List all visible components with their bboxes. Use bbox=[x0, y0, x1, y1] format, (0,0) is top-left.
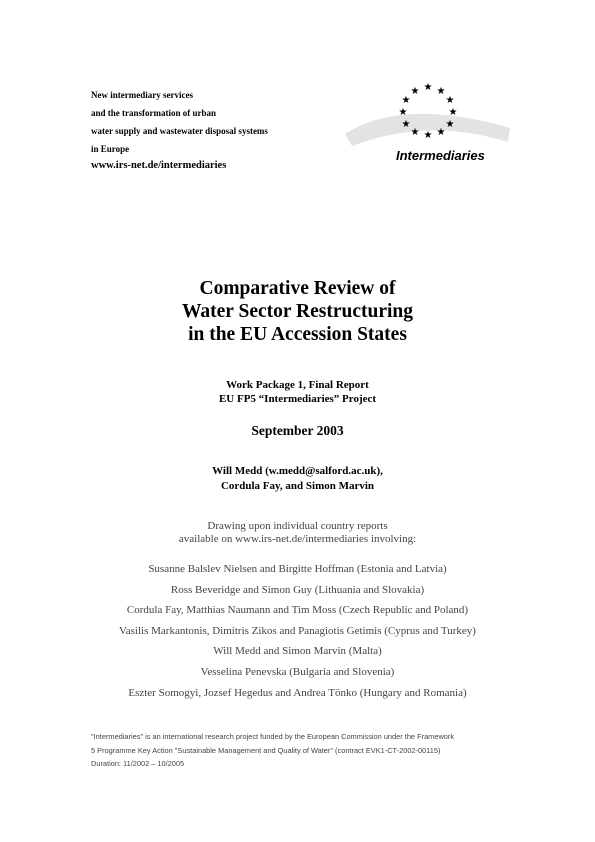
country-report-item: Will Medd and Simon Marvin (Malta) bbox=[213, 645, 382, 658]
star-icon: ★ bbox=[401, 119, 411, 130]
star-icon: ★ bbox=[445, 119, 455, 130]
authors bbox=[0, 464, 595, 494]
sources-intro-line: Drawing upon individual country reports bbox=[207, 520, 388, 532]
country-report-item: Eszter Somogyi, Jozsef Hegedus and Andrea Tönko (Hungary and Romania) bbox=[128, 686, 467, 699]
author-line: Cordula Fay, and Simon Marvin bbox=[220, 480, 375, 492]
star-icon: ★ bbox=[436, 86, 446, 97]
country-report-item: Ross Beveridge and Simon Guy (Lithuania and Slovakia) bbox=[170, 583, 425, 596]
title-line: in the EU Accession States bbox=[188, 324, 407, 345]
author-line: Will Medd (w.medd@salford.ac.uk), bbox=[212, 465, 383, 477]
logo-text: Intermediaries bbox=[396, 148, 485, 163]
star-ring-icon bbox=[399, 82, 458, 141]
header-line: New intermediary services bbox=[91, 90, 193, 100]
country-reports-list bbox=[0, 559, 595, 703]
star-icon: ★ bbox=[445, 95, 455, 106]
star-icon: ★ bbox=[398, 107, 408, 118]
title-line: Water Sector Restructuring bbox=[181, 301, 414, 322]
star-icon: ★ bbox=[448, 107, 458, 118]
footnote-line: "Intermediaries" is an international research project funded by the European Commission under the Framework bbox=[91, 732, 455, 741]
project-header bbox=[91, 86, 351, 171]
subtitle-line: EU FP5 “Intermediaries” Project bbox=[218, 392, 377, 405]
star-icon: ★ bbox=[410, 127, 420, 138]
title-line: Comparative Review of bbox=[199, 278, 396, 299]
star-icon: ★ bbox=[423, 130, 433, 141]
star-icon: ★ bbox=[410, 86, 420, 97]
footnote-line: 5 Programme Key Action "Sustainable Management and Quality of Water" (contract EVK1-CT-2002-00115) bbox=[91, 745, 441, 755]
sources-intro-line: available on www.irs-net.de/intermediaries involving: bbox=[178, 533, 417, 545]
country-report-item: Susanne Balslev Nielsen and Birgitte Hoffman (Estonia and Latvia) bbox=[148, 563, 447, 575]
subtitle-line: Work Package 1, Final Report bbox=[226, 379, 369, 391]
header-line: in Europe bbox=[91, 144, 130, 154]
funding-footnote bbox=[91, 730, 551, 771]
sources-intro bbox=[0, 520, 595, 546]
report-date: September 2003 bbox=[251, 423, 344, 438]
footnote-line: Duration: 11/2002 – 10/2005 bbox=[91, 759, 185, 768]
country-report-item: Cordula Fay, Matthias Naumann and Tim Moss (Czech Republic and Poland) bbox=[126, 604, 469, 617]
header-line: and the transformation of urban bbox=[91, 108, 217, 118]
report-subtitle bbox=[0, 379, 595, 406]
star-icon: ★ bbox=[436, 127, 446, 138]
star-icon: ★ bbox=[423, 82, 433, 93]
document-title bbox=[0, 277, 595, 346]
country-report-item: Vasilis Markantonis, Dimitris Zikos and Panagiotis Getimis (Cyprus and Turkey) bbox=[119, 624, 476, 637]
project-url: www.irs-net.de/intermediaries bbox=[91, 160, 227, 171]
country-report-item: Vesselina Penevska (Bulgaria and Slovenia) bbox=[200, 665, 395, 678]
star-icon: ★ bbox=[401, 95, 411, 106]
header-line: water supply and wastewater disposal systems bbox=[91, 126, 268, 136]
